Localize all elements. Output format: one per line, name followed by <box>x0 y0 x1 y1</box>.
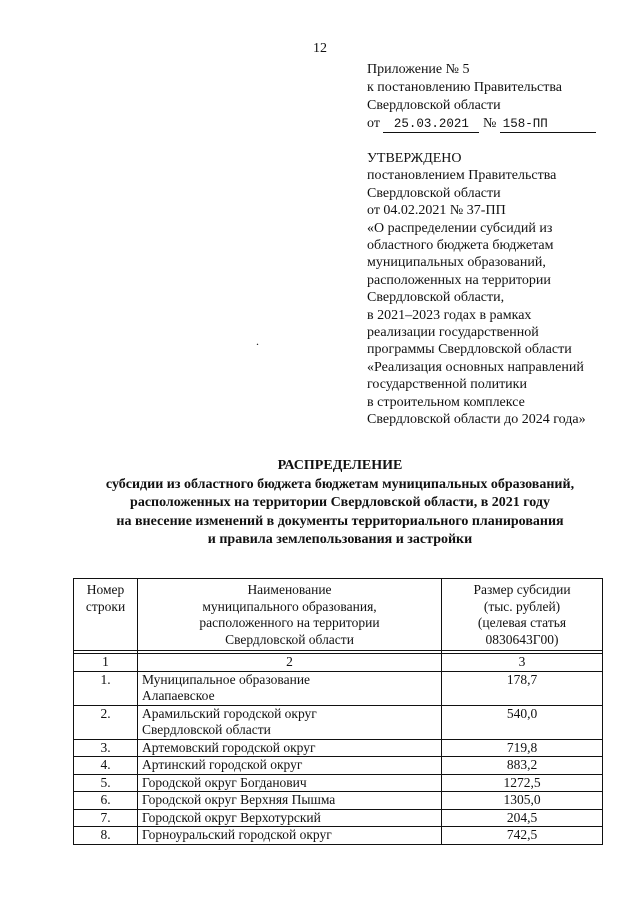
row-number: 8. <box>74 827 138 845</box>
approved-line: муниципальных образований, <box>367 255 546 271</box>
table-row <box>74 827 603 845</box>
row-amount: 883,2 <box>442 757 603 775</box>
row-number: 2. <box>74 705 138 739</box>
row-municipality: Городской округ Богданович <box>138 774 442 792</box>
row-municipality: Артемовский городской округ <box>138 739 442 757</box>
number-prefix: № <box>482 116 497 131</box>
approved-line: в 2021–2023 годах в рамках <box>367 307 532 323</box>
row-amount: 719,8 <box>442 739 603 757</box>
row-municipality: Артинский городской округ <box>138 757 442 775</box>
row-amount: 540,0 <box>442 705 603 739</box>
table-row <box>74 705 603 739</box>
approved-line: «Реализация основных направлений <box>367 359 584 375</box>
approved-line: «О распределении субсидий из <box>367 220 553 236</box>
table-row <box>74 809 603 827</box>
page-number: 12 <box>313 41 327 56</box>
row-amount: 178,7 <box>442 671 603 705</box>
row-municipality: Городской округ Верхняя Пышма <box>138 792 442 810</box>
subsidy-table <box>73 578 603 845</box>
table-header-row <box>74 579 603 651</box>
approved-block <box>367 150 627 429</box>
approved-line: Свердловской области, <box>367 290 505 306</box>
row-number: 6. <box>74 792 138 810</box>
approved-line: от 04.02.2021 № 37-ПП <box>367 203 506 219</box>
column-index: 1 <box>74 654 138 672</box>
row-number: 5. <box>74 774 138 792</box>
table-row <box>74 757 603 775</box>
row-municipality: Муниципальное образование Алапаевское <box>138 671 442 705</box>
approved-line: государственной политики <box>367 377 527 393</box>
appendix-line: к постановлению Правительства <box>367 80 563 95</box>
row-number: 7. <box>74 809 138 827</box>
approved-line: реализации государственной <box>367 325 539 341</box>
row-amount: 742,5 <box>442 827 603 845</box>
heading-line: расположенных на территории Свердловской области, в 2021 году <box>130 495 550 510</box>
row-municipality: Горноуральский городской округ <box>138 827 442 845</box>
approved-line: расположенных на территории <box>367 272 551 288</box>
header-amount: Размер субсидии (тыс. рублей) (целевая статья 0830643Г00) <box>442 579 603 651</box>
header-num: Номер строки <box>74 579 138 651</box>
header-name: Наименование муниципального образования, расположенного на территории Свердловской области <box>138 579 442 651</box>
row-number: 4. <box>74 757 138 775</box>
table-row <box>74 671 603 705</box>
approved-line: Свердловской области до 2024 года» <box>367 412 586 428</box>
appendix-line: Приложение № 5 <box>367 62 470 77</box>
approved-line: постановлением Правительства <box>367 168 557 184</box>
approved-line: в строительном комплексе <box>367 394 525 410</box>
heading-line: субсидии из областного бюджета бюджетам муниципальных образований, <box>105 476 575 492</box>
approved-line: программы Свердловской области <box>367 342 572 358</box>
approved-line: областного бюджета бюджетам <box>367 238 554 254</box>
heading-title: РАСПРЕДЕЛЕНИЕ <box>277 458 403 473</box>
row-municipality: Городской округ Верхотурский <box>138 809 442 827</box>
heading-line: на внесение изменений в документы территориального планирования <box>116 513 564 529</box>
table-row <box>74 792 603 810</box>
row-amount: 1305,0 <box>442 792 603 810</box>
table-row <box>74 774 603 792</box>
date-prefix: от <box>367 116 380 131</box>
row-number: 3. <box>74 739 138 757</box>
row-number: 1. <box>74 671 138 705</box>
appendix-line: Свердловской области <box>367 98 501 113</box>
column-index: 2 <box>138 654 442 672</box>
column-index-row <box>74 654 603 672</box>
table-row <box>74 739 603 757</box>
appendix-date-line <box>367 115 627 133</box>
row-municipality: Арамильский городской округ Свердловской области <box>138 705 442 739</box>
document-heading <box>40 457 640 550</box>
resolution-number: 158-ПП <box>500 117 596 133</box>
row-amount: 204,5 <box>442 809 603 827</box>
appendix-block <box>367 61 627 133</box>
row-amount: 1272,5 <box>442 774 603 792</box>
heading-line: и правила землепользования и застройки <box>207 532 473 547</box>
stray-mark: . <box>256 334 259 348</box>
column-index: 3 <box>442 654 603 672</box>
resolution-date: 25.03.2021 <box>383 117 479 133</box>
approved-title: УТВЕРЖДЕНО <box>367 151 462 166</box>
approved-line: Свердловской области <box>367 185 501 201</box>
